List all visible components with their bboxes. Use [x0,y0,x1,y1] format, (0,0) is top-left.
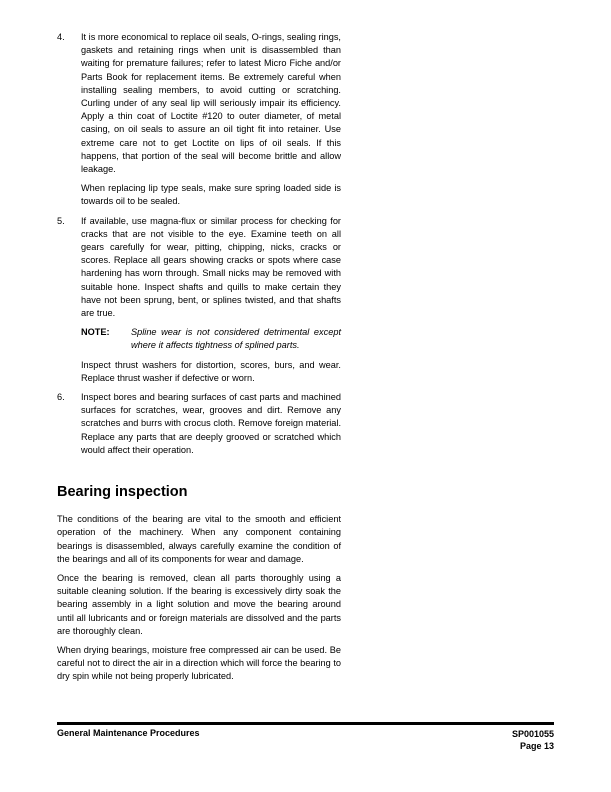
item-paragraph: If available, use magna-flux or similar process for checking for cracks that are not visible to the eye. Examine teeth on all gears carefully for wear, pitting, chipping, nicks, cracks or scores. Replace all gears showing cracks or spots where case hardening has worn through. Small nicks may be removed with suitable hone. Inspect shafts and quills to make certain they have not been sprung, bent, or splines twisted, and that shafts are true. [81,215,341,319]
page-number: Page 13 [519,741,554,751]
item-body [81,391,341,457]
item-paragraph: It is more economical to replace oil seals, O-rings, sealing rings, gaskets and retaining rings when unit is disassembled than waiting for premature failures; refer to latest Micro Fiche and/or Parts Book for replacement items. Be extremely careful when installing sealing members, to avoid cutting or scratching. Curling under of any seal lip will seriously impair its efficiency. Apply a thin coat of Loctite #120 to outer diameter, of metal casing, on oil seals to assure an oil tight fit into retainer. Use extreme care not to get Loctite on lips of oil seals. If this happens, that portion of the seal will become brittle and allow leakage. [81,32,341,175]
doc-number: SP001055 [511,729,554,739]
section-heading: Bearing inspection [57,484,188,501]
section-paragraph: When drying bearings, moisture free compressed air can be used. Be careful not to direct the air in a direction which will force the bearing to dry spin while not being properly lubricated. [57,644,341,682]
note-text: Spline wear is not considered detrimental except where it affects tightness of splined parts. [131,327,341,351]
item-paragraph: Inspect thrust washers for distortion, scores, burs, and wear. Replace thrust washer if defective or worn. [81,359,341,383]
item-paragraph: Inspect bores and bearing surfaces of cast parts and machined surfaces for scratches, wear, grooves and dirt. Remove any scratches and burrs with crocus cloth. Remove foreign material. Replace any parts that are deeply grooved or scratched which would affect their operation. [81,392,341,455]
item-number: 4. [57,32,65,42]
footer-rule [57,722,554,725]
note-block [81,326,341,352]
item-number: 5. [57,215,65,226]
list-item-5 [57,215,341,385]
note-label: NOTE: [81,327,110,338]
main-column [57,31,341,690]
section-paragraph: Once the bearing is removed, clean all parts thoroughly using a suitable cleaning solution. If the bearing is excessively dirty soak the bearing assembly in a light solution and move the bearing around until all lubricants and or foreign materials are dissolved and the parts are thoroughly clean. [57,572,341,636]
footer-title: General Maintenance Procedures [57,728,200,738]
item-paragraph: When replacing lip type seals, make sure spring loaded side is towards oil to be sealed. [81,183,341,207]
section-paragraph: The conditions of the bearing are vital to the smooth and efficient operation of the machinery. When any component containing bearings is disassembled, always carefully examine the condition of the bearings and all of its components for wear and damage. [57,514,341,564]
item-body [81,215,341,385]
footer-right [512,728,554,752]
item-body [81,31,341,209]
item-number: 6. [57,392,65,403]
list-item-6 [57,391,341,457]
list-item-4 [57,31,341,209]
